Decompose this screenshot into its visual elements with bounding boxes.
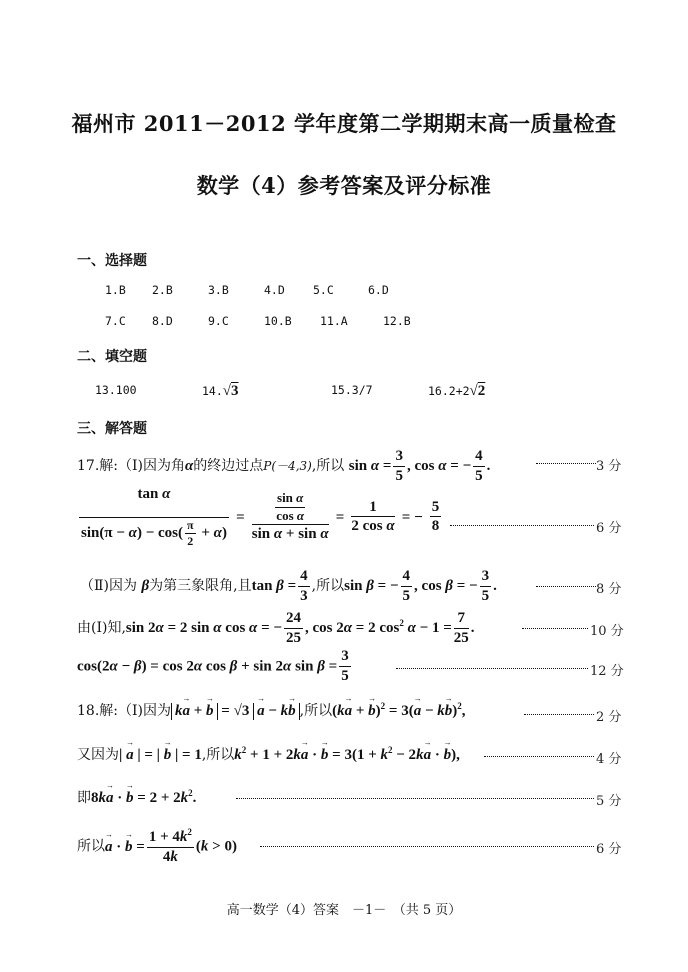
choice-answer: 8.D <box>152 314 173 328</box>
score-label: 6 分 <box>596 842 622 857</box>
score-leader <box>260 846 594 847</box>
choice-answer: 1.B <box>105 283 126 297</box>
fill-answer-15: 15.3/7 <box>331 383 373 397</box>
choice-answer: 11.A <box>320 314 348 328</box>
choice-answer: 4.D <box>264 283 285 297</box>
q18-line2: 又因为| → a | = | → b | = 1,所以$k^2 + 1 + 2k\to a$ · → $b = 3(1 + k^2 - 2k\to a$ · → b), <box>77 744 460 764</box>
choice-answer: 3.B <box>208 283 229 297</box>
section-heading-choice: 一、选择题 <box>77 253 147 269</box>
choice-answer: 5.C <box>313 283 334 297</box>
score-leader <box>536 463 596 464</box>
score-label: 8 分 <box>596 582 622 597</box>
q17-formula: tan α sin(π − α) − cos( $\frac{\pi}{2}$ + α) = $\frac{\frac{\text{sin α}}{\text{cos α}}}{\text{sin α + sin α}}$ = $\frac{1}{\text{2 cos α}}$ = − $\frac{5}{8}$ <box>77 486 443 548</box>
score-leader <box>484 756 594 757</box>
choice-answer: 12.B <box>383 314 411 328</box>
score-label: 4 分 <box>596 752 622 767</box>
choice-answer: 9.C <box>208 314 229 328</box>
score-leader <box>522 628 588 629</box>
choice-answer: 6.D <box>368 283 389 297</box>
score-leader <box>524 714 594 715</box>
score-label: 2 分 <box>596 710 622 725</box>
score-label: 6 分 <box>596 521 622 536</box>
choice-answer: 10.B <box>264 314 292 328</box>
q17-line1: 17.解:（Ⅰ)因为角α的终边过点P(－4,3),所以 sin α = $\frac{3}{5}$ , cos α = − $\frac{4}{5}$ . <box>77 448 491 484</box>
score-leader <box>536 586 596 587</box>
choice-answer: 7.C <box>105 314 126 328</box>
score-leader <box>396 668 588 669</box>
section-heading-fill: 二、填空题 <box>77 349 147 365</box>
page-subtitle: 数学（4）参考答案及评分标准 <box>196 173 492 198</box>
score-label: 3 分 <box>596 459 622 474</box>
q17-part2: （Ⅱ)因为 β为第三象限角,且tan β = $\frac{4}{3}$ ,所以sin β = − $\frac{4}{5}$ , cos β = − $\frac{3}{5}$ . <box>80 568 497 604</box>
score-label: 12 分 <box>590 664 624 679</box>
q18-line3: 即8k→ a · → $b = 2 + 2k^2$. <box>77 787 196 807</box>
q18-line4: 所以→ a · → b = $\frac{1 + 4k^2}{4k}$ (k > 0) <box>77 828 237 865</box>
fill-answer-13: 13.100 <box>95 383 137 397</box>
choice-answer: 2.B <box>152 283 173 297</box>
q18-line1: 18.解:（Ⅰ)因为 k→ a + → b = √3 → a − k→ b ,所以(k→ a + → $b)^2 = 3(\to a - k\to b)^2$, <box>77 700 466 720</box>
page-footer: 高一数学（4）答案 －1－ （共 5 页） <box>226 903 462 918</box>
score-label: 10 分 <box>590 624 624 639</box>
q17-result: cos(2α − β) = cos 2α cos β + sin 2α sin β = $\frac{3}{5}$ <box>77 648 349 684</box>
fill-answer-14: 14.√3 <box>202 383 239 399</box>
fill-answer-16: 16.2+2√2 <box>428 383 486 399</box>
score-leader <box>450 525 594 526</box>
page-title: 福州市 2011－2012 学年度第二学期期末高一质量检查 <box>71 111 617 136</box>
score-label: 5 分 <box>596 794 622 809</box>
section-heading-solutions: 三、解答题 <box>77 421 147 437</box>
q17-part3: 由(Ⅰ)知,sin 2α = 2 sin α cos α = − $\frac{24}{25}$ , cos 2α = 2 $\cos^2 \alpha - 1$ = $\frac{7}{25}$ . <box>77 610 475 646</box>
score-leader <box>236 798 594 799</box>
